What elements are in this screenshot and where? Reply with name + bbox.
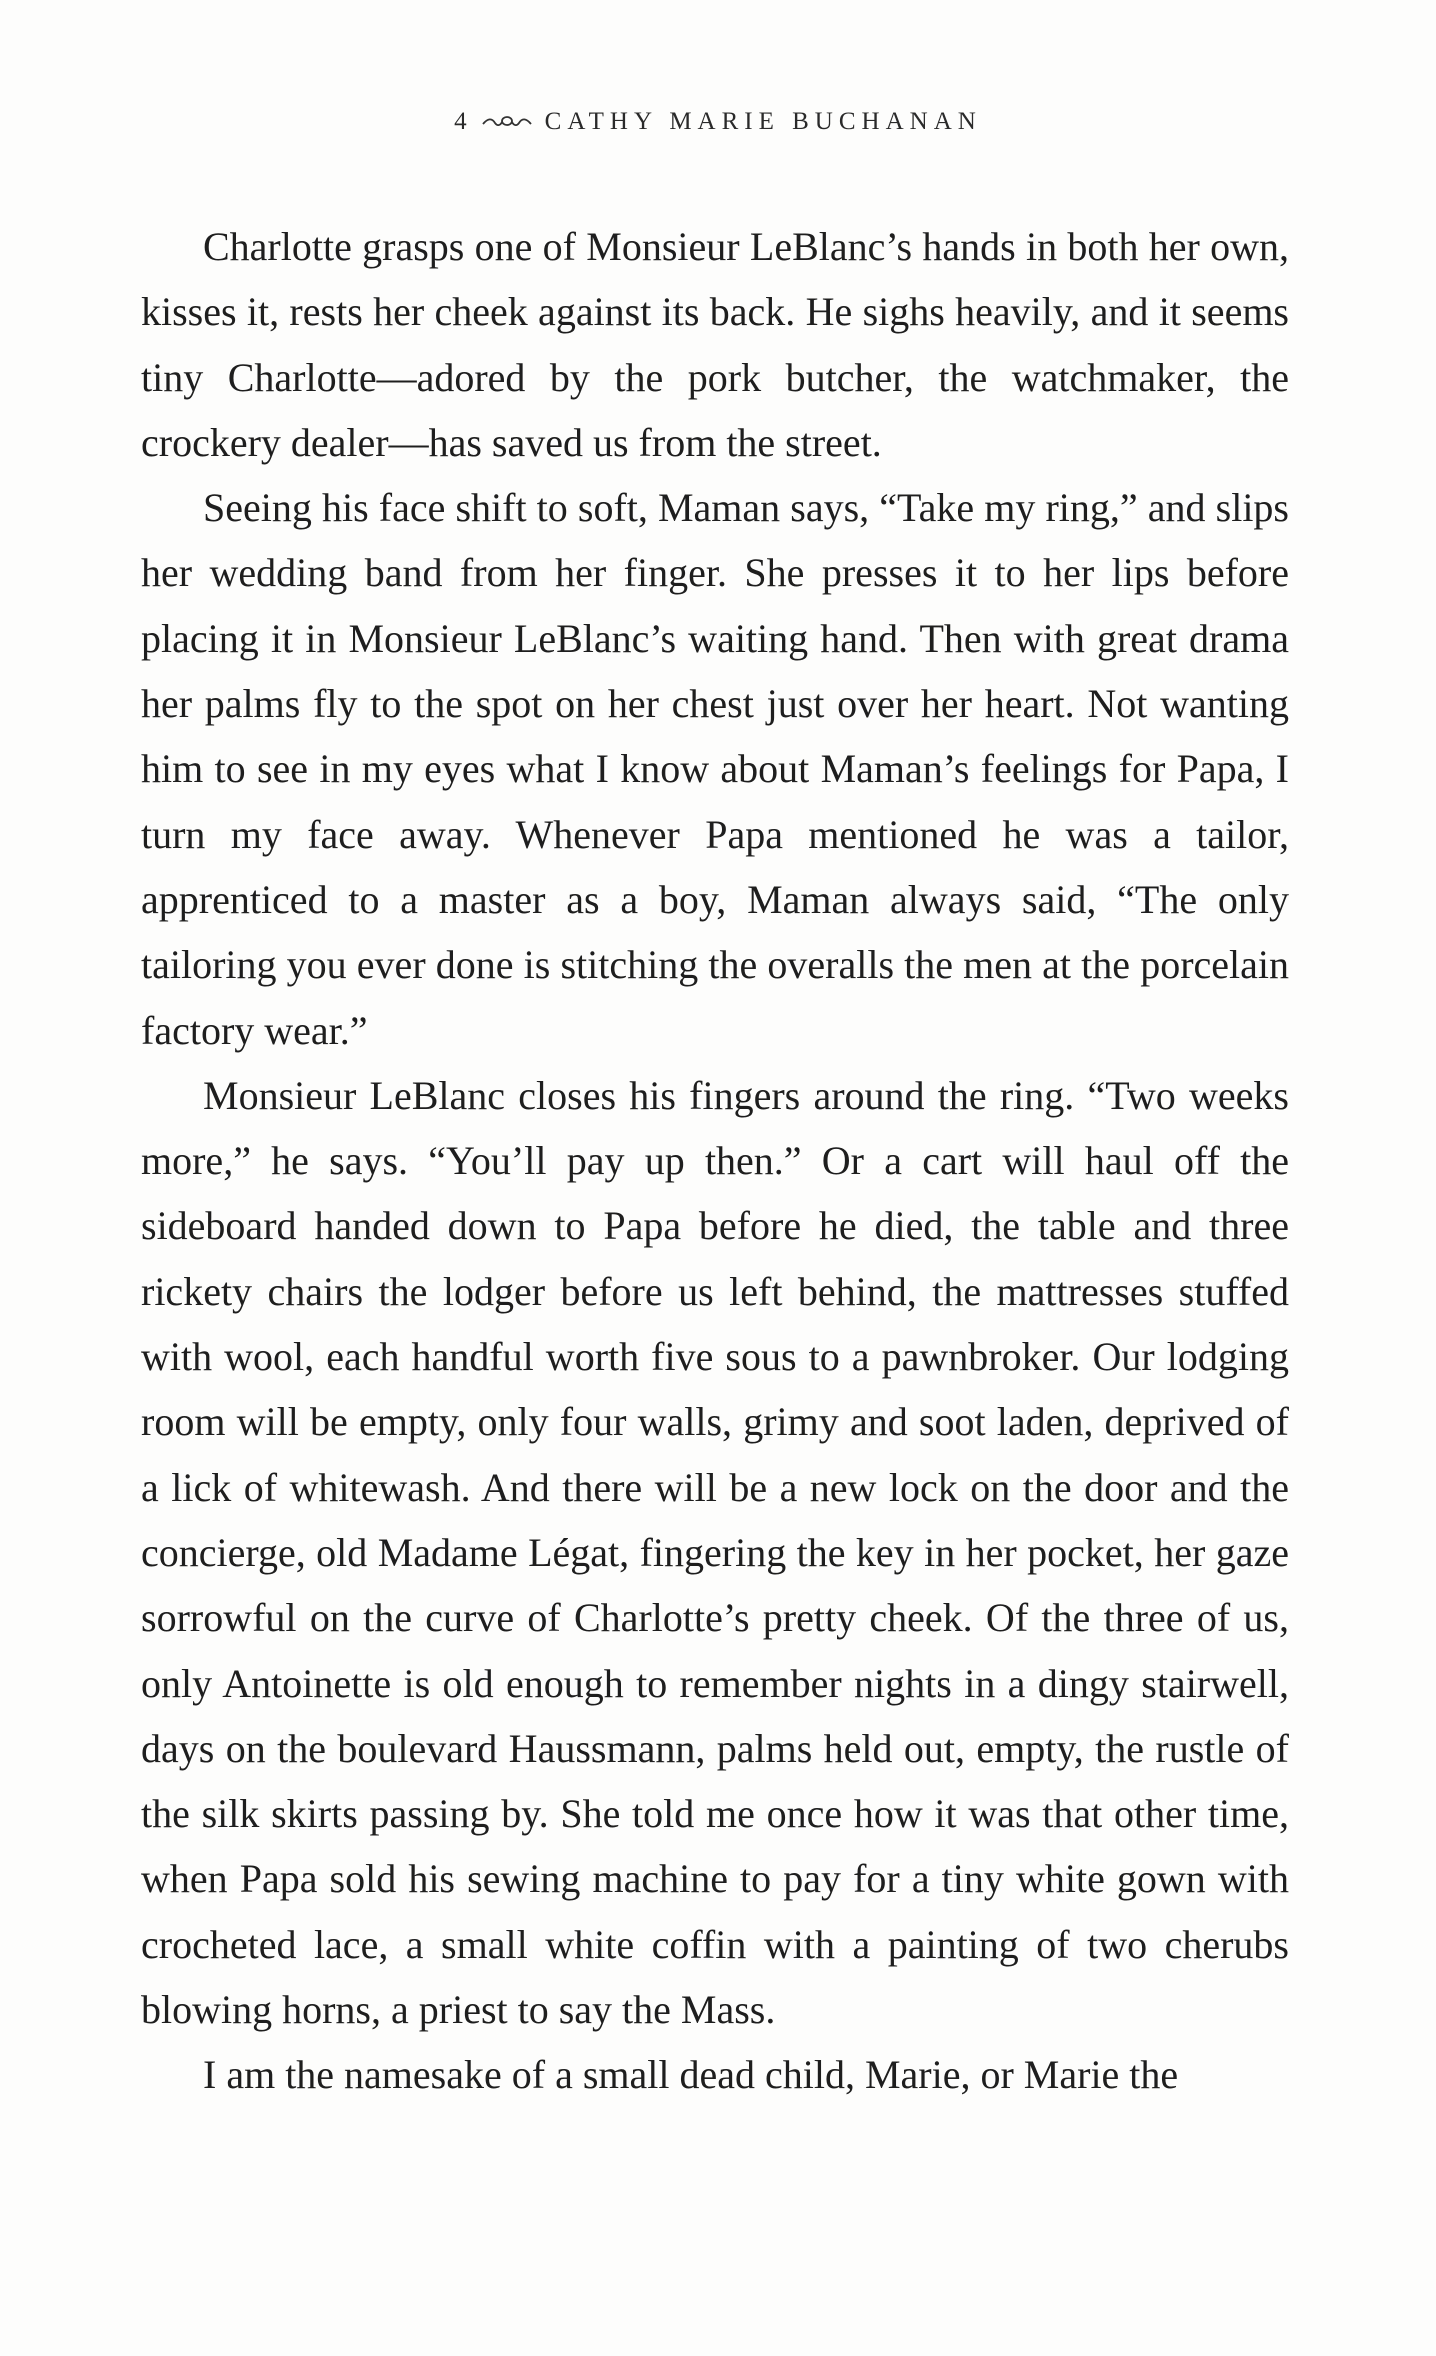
paragraph: Charlotte grasps one of Monsieur LeBlanc’s hands in both her own, kisses it, rests her cheek against its back. He sighs heavily, and it seems tiny Charlotte—adored by the pork butcher, the watchmaker, the crockery dealer—has saved us from the street. [141, 224, 1289, 465]
paragraph: I am the namesake of a small dead child, Marie, or Marie the [203, 2052, 1179, 2098]
paragraph: Seeing his face shift to soft, Maman says, “Take my ring,” and slips her wedding band from her finger. She presses it to her lips before placing it in Monsieur LeBlanc’s waiting hand. Then with great drama her palms fly to the spot on her chest just over her heart. Not wanting him to see in my eyes what I know about Maman’s feelings for Papa, I turn my face away. Whenever Papa mentioned he was a tailor, apprenticed to a master as a boy, Maman always said, “The only tailoring you ever done is stitching the overalls the men at the porcelain factory wear.” [141, 485, 1289, 1053]
scroll-ornament-icon [481, 111, 533, 131]
running-head [0, 102, 1436, 142]
paragraph: Monsieur LeBlanc closes his fingers around the ring. “Two weeks more,” he says. “You’ll pay up then.” Or a cart will haul off the sideboard handed down to Papa before he died, the table and three rickety chairs the lodger before us left behind, the mattresses stuffed with wool, each handful worth five sous to a pawnbroker. Our lodging room will be empty, only four walls, grimy and soot laden, deprived of a lick of whitewash. And there will be a new lock on the door and the concierge, old Madame Légat, fingering the key in her pocket, her gaze sorrowful on the curve of Charlotte’s pretty cheek. Of the three of us, only Antoinette is old enough to remember nights in a dingy stairwell, days on the boulevard Haussmann, palms held out, empty, the rustle of the silk skirts passing by. She told me once how it was that other time, when Papa sold his sewing machine to pay for a tiny white gown with crocheted lace, a small white coffin with a painting of two cherubs blowing horns, a priest to say the Mass. [141, 1072, 1289, 2033]
running-head-author: CATHY MARIE BUCHANAN [544, 108, 982, 135]
body-text [141, 214, 1289, 2108]
page-number: 4 [454, 108, 467, 135]
